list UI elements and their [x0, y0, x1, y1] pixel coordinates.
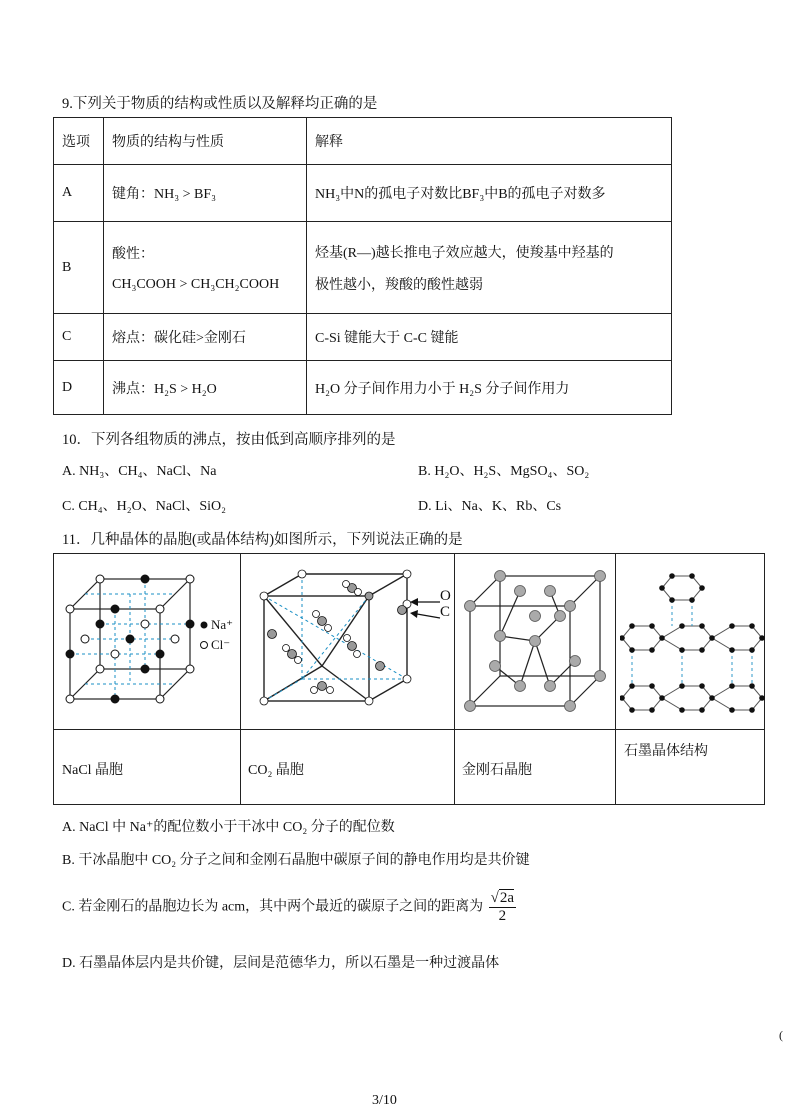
- q9-row-b-property-line2: CH₃COOH > CH₃CH₂COOH: [112, 276, 280, 292]
- q9-table: [53, 117, 672, 415]
- q11-figure-grid: [53, 553, 765, 805]
- co2-label-c: C: [440, 604, 451, 620]
- q9-row-c-option: C: [54, 314, 104, 361]
- co2-cell-diagram: [252, 566, 452, 726]
- nacl-legend-na: Na⁺: [211, 617, 234, 632]
- caption-nacl: NaCl 晶胞: [62, 763, 124, 778]
- co2-label-o: O: [440, 588, 451, 604]
- q10-option-c: C. CH₄、H₂O、NaCl、SiO₂: [62, 499, 226, 514]
- q9-header-property: 物质的结构与性质: [104, 118, 307, 165]
- grid-divider: [454, 554, 455, 804]
- page-number: 3/10: [372, 1093, 397, 1108]
- q11-option-c-text: C. 若金刚石的晶胞边长为 acm，其中两个最近的碳原子之间的距离为: [62, 899, 484, 915]
- grid-divider: [240, 554, 241, 804]
- grid-divider: [54, 729, 764, 730]
- margin-mark: (: [779, 1028, 783, 1042]
- caption-co2: CO₂ 晶胞: [248, 763, 304, 778]
- nacl-legend-cl: Cl⁻: [211, 637, 231, 652]
- q9-header-explanation: 解释: [307, 118, 672, 165]
- fraction-denominator: 2: [498, 908, 507, 924]
- q9-row-b-explanation: [307, 222, 672, 314]
- arrow-c-line: [417, 614, 440, 618]
- arrow-c-head: [410, 610, 418, 618]
- q10-option-b: B. H₂O、H₂S、MgSO₄、SO₂: [418, 464, 590, 479]
- q9-row-d-property: 沸点：H₂S > H₂O: [104, 361, 307, 415]
- q9-row-d-explanation: H₂O 分子间作用力小于 H₂S 分子间作用力: [307, 361, 672, 415]
- q10-stem: 10．下列各组物质的沸点，按由低到高顺序排列的是: [62, 432, 396, 448]
- q9-row-a-option: A: [54, 165, 104, 222]
- grid-divider: [615, 554, 616, 804]
- q9-row-a-property: 键角：NH₃ > BF₃: [104, 165, 307, 222]
- q9-row-b-option: B: [54, 222, 104, 314]
- q9-stem: 9.下列关于物质的结构或性质以及解释均正确的是: [62, 96, 378, 112]
- q10-option-d: D. Li、Na、K、Rb、Cs: [418, 499, 562, 514]
- na-legend-icon: [201, 622, 208, 629]
- q11-option-c: [62, 890, 516, 925]
- caption-diamond: 金刚石晶胞: [462, 763, 532, 778]
- q9-header-option: 选项: [54, 118, 104, 165]
- q11-option-a: A. NaCl 中 Na⁺的配位数小于干冰中 CO₂ 分子的配位数: [62, 820, 395, 835]
- q9-row-c-explanation: C-Si 键能大于 C-C 键能: [307, 314, 672, 361]
- fraction-numerator: √2a: [490, 890, 515, 906]
- q9-row-b-property-line1: 酸性：: [112, 246, 154, 262]
- q11-stem: 11．几种晶体的晶胞(或晶体结构)如图所示，下列说法正确的是: [62, 532, 463, 548]
- q9-row-b-explanation-line2: 极性越小，羧酸的酸性越弱: [315, 277, 483, 293]
- sqrt-radicand: 2a: [499, 890, 515, 906]
- q9-row-b-property: [104, 222, 307, 314]
- q11-option-d: D. 石墨晶体层内是共价键，层间是范德华力，所以石墨是一种过渡晶体: [62, 956, 500, 971]
- q9-row-b-explanation-line1: 烃基(R—)越长推电子效应越大，使羧基中羟基的: [315, 245, 614, 261]
- q10-option-a: A. NH₃、CH₄、NaCl、Na: [62, 464, 217, 479]
- q9-row-d-option: D: [54, 361, 104, 415]
- q9-row-c-property: 熔点：碳化硅>金刚石: [104, 314, 307, 361]
- caption-graphite: 石墨晶体结构: [624, 744, 708, 759]
- graphite-structure-diagram: [620, 568, 766, 718]
- q11-option-b: B. 干冰晶胞中 CO₂ 分子之间和金刚石晶胞中碳原子间的静电作用均是共价键: [62, 853, 530, 868]
- fraction-sqrt2a-over-2: [489, 890, 516, 925]
- q9-row-a-explanation: NH₃中N的孤电子对数比BF₃中B的孤电子对数多: [307, 165, 672, 222]
- cl-legend-icon: [201, 642, 208, 649]
- diamond-cell-diagram: [460, 566, 610, 726]
